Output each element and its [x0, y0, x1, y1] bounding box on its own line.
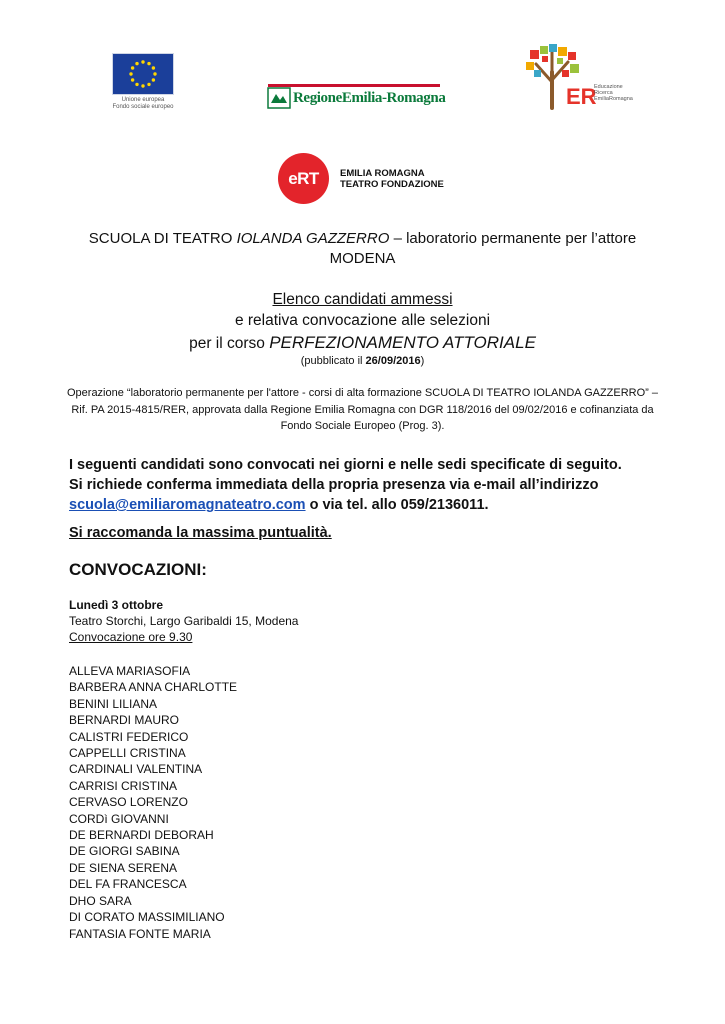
- convocation-day: Lunedì 3 ottobre: [69, 598, 163, 612]
- eu-caption-line-1: Unione europea: [121, 97, 165, 103]
- candidate-item: BERNARDI MAURO: [69, 713, 180, 728]
- school-suffix: – laboratorio permanente per l’attore: [389, 230, 637, 247]
- eu-star: [147, 83, 150, 86]
- list-title: Elenco candidati ammessi: [272, 291, 453, 308]
- published-suffix: ): [420, 355, 425, 367]
- notice-line-3: [69, 495, 669, 515]
- er-caption-line-1: Educazione: [594, 84, 623, 90]
- candidate-item: CARDINALI VALENTINA: [69, 762, 203, 777]
- course-prefix: per il corso: [189, 335, 270, 352]
- email-link[interactable]: scuola@emiliaromagnateatro.com: [69, 497, 306, 513]
- candidate-item: CALISTRI FEDERICO: [69, 729, 189, 744]
- school-prefix: SCUOLA DI TEATRO: [88, 230, 237, 247]
- notice-line-2: Si richiede conferma immediata della propria presenza via e-mail all’indirizzo: [69, 477, 599, 493]
- eu-star: [152, 78, 155, 81]
- operation-description: [55, 385, 670, 435]
- notice-block: [69, 455, 669, 515]
- candidate-item: BARBERA ANNA CHARLOTTE: [69, 680, 238, 695]
- er-caption-line-2: Ricerca: [594, 90, 613, 96]
- eu-caption: [112, 97, 174, 111]
- city-title: MODENA: [329, 250, 396, 267]
- candidate-item: CERVASO LORENZO: [69, 795, 188, 810]
- eu-star: [129, 72, 132, 75]
- punctuality-note: Si raccomanda la massima puntualità.: [69, 525, 332, 541]
- ert-logo: [278, 153, 444, 204]
- ert-line-1: EMILIA ROMAGNA: [340, 167, 425, 179]
- school-name: IOLANDA GAZZERRO: [236, 230, 390, 247]
- eu-star: [141, 84, 144, 87]
- operation-line-3: Fondo Sociale Europeo (Prog. 3).: [280, 420, 445, 432]
- eu-flag-icon: [112, 53, 174, 95]
- candidate-item: DE SIENA SERENA: [69, 860, 178, 875]
- eu-star: [153, 72, 156, 75]
- candidate-item: FANTASIA FONTE MARIA: [69, 926, 211, 941]
- school-title: [40, 228, 685, 249]
- phone-text: o via tel. allo 059/2136011.: [305, 497, 489, 513]
- er-caption-line-3: EmiliaRomagna: [594, 96, 633, 102]
- eu-logo: [112, 53, 174, 111]
- eu-star: [135, 83, 138, 86]
- candidate-item: CARRISI CRISTINA: [69, 778, 178, 793]
- published-note: [40, 354, 685, 368]
- eu-star: [147, 62, 150, 65]
- candidate-list: [69, 663, 237, 942]
- candidate-item: DI CORATO MASSIMILIANO: [69, 910, 225, 925]
- eu-star: [131, 78, 134, 81]
- eu-star: [135, 62, 138, 65]
- tree-icon: [522, 42, 597, 110]
- ert-line-2: TEATRO FONDAZIONE: [340, 178, 444, 190]
- published-date: 26/09/2016: [365, 355, 421, 367]
- regione-name: RegioneEmilia-Romagna: [293, 89, 446, 106]
- candidate-item: DE GIORGI SABINA: [69, 844, 180, 859]
- eu-caption-line-2: Fondo sociale europeo: [112, 104, 174, 110]
- candidate-item: CAPPELLI CRISTINA: [69, 746, 186, 761]
- list-subtitle: e relativa convocazione alle selezioni: [234, 312, 491, 329]
- candidate-item: DHO SARA: [69, 893, 132, 908]
- operation-line-1: Operazione “laboratorio permanente per l'attore - corsi di alta formazione SCUOLA DI TEATRO IOLANDA GAZZERRO” –: [66, 387, 659, 399]
- convocation-time: Convocazione ore 9.30: [69, 630, 193, 644]
- course-name: PERFEZIONAMENTO ATTORIALE: [269, 333, 536, 352]
- candidate-item: DE BERNARDI DEBORAH: [69, 828, 214, 843]
- operation-line-2: Rif. PA 2015-4815/RER, approvata dalla Regione Emilia Romagna con DGR 118/2016 del 09/02/2016 e cofinanziata da: [71, 403, 654, 416]
- er-caption: [594, 84, 633, 102]
- ert-mark: eRT: [278, 153, 329, 204]
- candidate-item: CORDì GIOVANNI: [69, 811, 169, 826]
- candidate-item: DEL FA FRANCESCA: [69, 877, 187, 892]
- regione-logo: [268, 84, 446, 108]
- published-prefix: (pubblicato il: [300, 355, 366, 367]
- eu-star: [152, 66, 155, 69]
- convocations-heading: CONVOCAZIONI:: [69, 560, 207, 579]
- course-line: [40, 333, 685, 354]
- candidate-item: ALLEVA MARIASOFIA: [69, 664, 191, 678]
- eu-star: [131, 66, 134, 69]
- convocation-venue: Teatro Storchi, Largo Garibaldi 15, Modena: [69, 614, 299, 628]
- eu-star: [141, 60, 144, 63]
- candidate-item: BENINI LILIANA: [69, 696, 158, 711]
- notice-line-1: I seguenti candidati sono convocati nei giorni e nelle sedi specificate di seguito.: [69, 457, 622, 473]
- ert-wordmark: [340, 168, 444, 190]
- er-logo: [522, 42, 632, 110]
- svg-text:ER: ER: [566, 84, 597, 109]
- regione-red-bar: [268, 84, 440, 87]
- regione-emblem-icon: [268, 88, 290, 108]
